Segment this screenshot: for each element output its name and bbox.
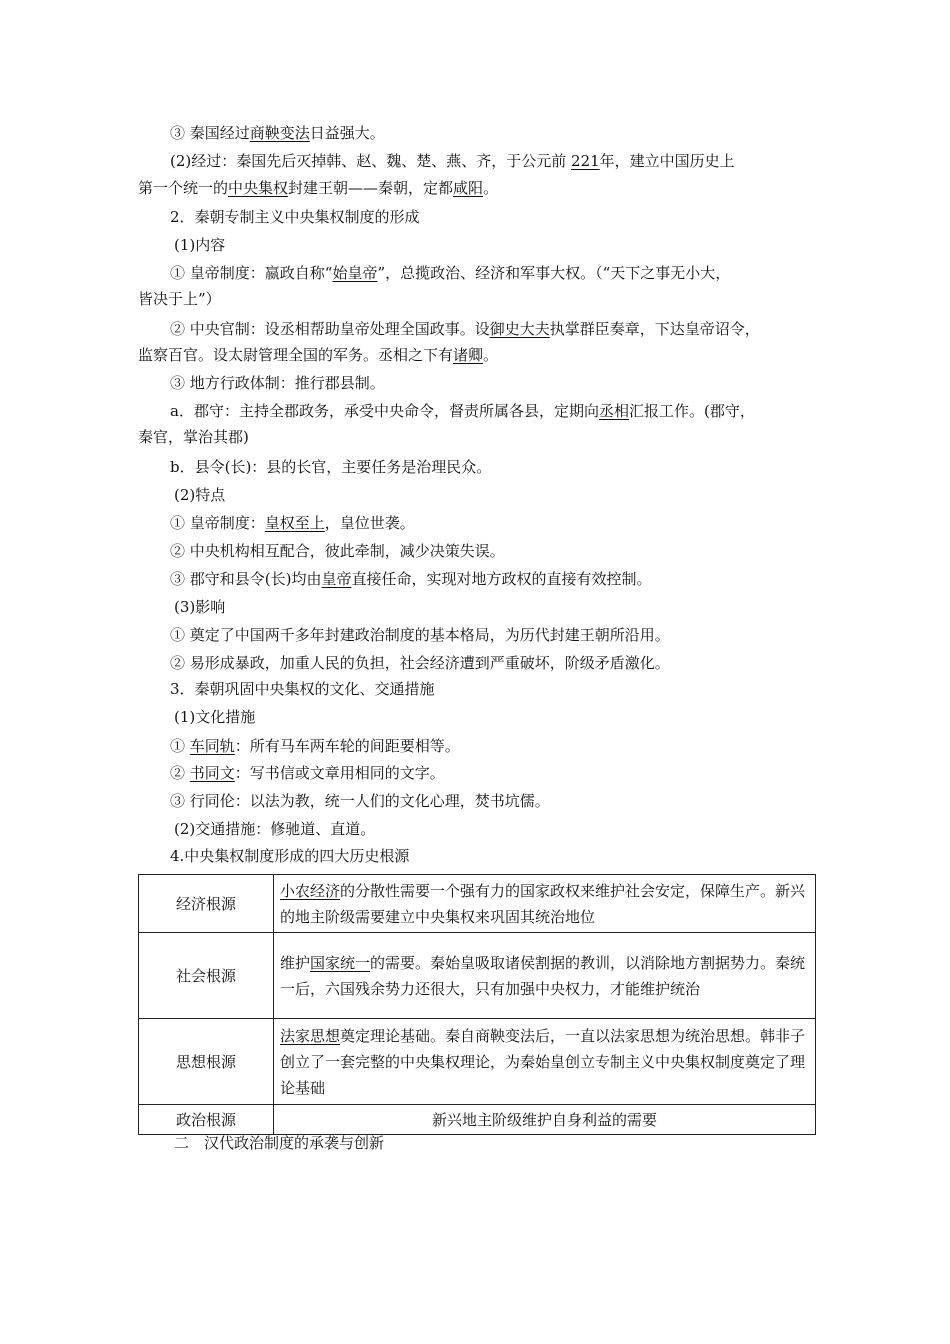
table-row [139, 1019, 816, 1105]
underlined-term: 221 [571, 152, 600, 170]
text: 维护 [280, 953, 311, 972]
underlined-term: 始皇帝 [332, 264, 378, 282]
text: 汇报工作。(郡守， [628, 402, 755, 420]
text: ：所有马车两车轮的间距要相等。 [234, 737, 460, 755]
subheading-features: (2)特点 [174, 486, 226, 504]
line-20: ② 易形成暴政，加重人民的负担，社会经济遭到严重破坏，阶级矛盾激化。 [170, 654, 670, 672]
underlined-term: 诸卿 [453, 346, 484, 364]
underlined-term: 小农经济 [280, 881, 341, 900]
underlined-term: 皇权至上 [264, 514, 325, 532]
text: 奠定理论基础。秦自商鞅变法后，一直以法家思想为统治思想。韩非子创立了一套完整的中央集权理论，为秦始皇创立专制主义中央集权制度奠定了理论基础 [280, 1026, 806, 1097]
line-26: (2)交通措施：修驰道、直道。 [174, 820, 376, 838]
line-6 [138, 260, 818, 287]
underlined-term: 中央集权 [228, 179, 289, 197]
row-key: 经济根源 [139, 875, 274, 933]
text: 监察百官。设太尉管理全国的军务。丞相之下有 [138, 346, 454, 364]
heading-4: 4.中央集权制度形成的四大历史根源 [170, 847, 410, 865]
row-key: 社会根源 [139, 933, 274, 1019]
line-23 [138, 733, 818, 760]
roots-table [138, 874, 816, 1135]
line-25: ③ 行同伦：以法为教，统一人们的文化心理，焚书坑儒。 [170, 792, 550, 810]
text: ① 皇帝制度： [170, 514, 265, 532]
line-2 [138, 148, 818, 175]
heading-3: 3．秦朝巩固中央集权的文化、交通措施 [170, 680, 435, 698]
text: ，皇位世袭。 [324, 514, 415, 532]
subheading-content: (1)内容 [174, 236, 226, 254]
line-15 [138, 510, 818, 537]
row-key: 思想根源 [139, 1019, 274, 1105]
line-3 [138, 175, 818, 202]
line-8 [138, 316, 818, 343]
line-17 [138, 566, 818, 593]
text: 第一个统一的 [138, 179, 229, 197]
subheading-impact: (3)影响 [174, 598, 226, 616]
text: 直接任命，实现对地方政权的直接有效控制。 [351, 570, 652, 588]
text: 封建王朝——秦朝，定都 [288, 179, 454, 197]
text: 的分散性需要一个强有力的国家政权来维护社会安定，保障生产。新兴的地主阶级需要建立中央集权来巩固其统治地位 [280, 881, 806, 926]
underlined-term: 咸阳 [453, 179, 484, 197]
line-9 [138, 342, 818, 369]
underlined-term: 丞相 [598, 402, 629, 420]
underlined-term: 国家统一 [310, 953, 371, 972]
line-7: 皆决于上”） [138, 290, 221, 308]
text: 。 [483, 346, 499, 364]
underlined-term: 商鞅变法 [249, 124, 310, 142]
text: ② [170, 764, 190, 782]
text: ”，总揽政治、经济和军事大权。（“天下之事无小大， [377, 264, 731, 282]
text: ② 中央官制：设丞相帮助皇帝处理全国政事。设 [170, 320, 490, 338]
text: 日益强大。 [309, 124, 385, 142]
line-13: b．县令(长)：县的长官，主要任务是治理民众。 [170, 458, 492, 476]
table-row [139, 875, 816, 933]
text: 年，建立中国历史上 [599, 152, 735, 170]
underlined-term: 法家思想 [280, 1026, 341, 1045]
underlined-term: 皇帝 [321, 570, 352, 588]
text: (2)经过：秦国先后灭掉韩、赵、魏、楚、燕、齐，于公元前 [170, 152, 572, 170]
text: a．郡守：主持全郡政务，承受中央命令，督责所属各县，定期向 [170, 402, 599, 420]
text: 。 [483, 179, 499, 197]
table-row [139, 933, 816, 1019]
line-16: ② 中央机构相互配合，彼此牵制，减少决策失误。 [170, 542, 505, 560]
underlined-term: 御史大夫 [489, 320, 550, 338]
line-19: ① 奠定了中国两千多年封建政治制度的基本格局，为历代封建王朝所沿用。 [170, 626, 670, 644]
line-11 [138, 398, 818, 425]
line-12: 秦官，掌治其郡) [138, 428, 249, 446]
section-heading-2: 二 汉代政治制度的承袭与创新 [174, 1134, 385, 1152]
row-content [274, 933, 816, 1019]
line-1 [138, 120, 818, 147]
heading-2: 2．秦朝专制主义中央集权制度的形成 [170, 208, 420, 226]
line-24 [138, 760, 818, 787]
text: ③ 郡守和县令(长)均由 [170, 570, 322, 588]
text: 执掌群臣奏章，下达皇帝诏令， [549, 320, 760, 338]
underlined-term: 车同轨 [189, 737, 235, 755]
subheading-culture: (1)文化措施 [174, 708, 256, 726]
row-content [274, 875, 816, 933]
row-key: 政治根源 [139, 1105, 274, 1135]
row-content [274, 1019, 816, 1105]
text: 的需要。秦始皇吸取诸侯割据的教训，以消除地方割据势力。秦统一后，六国残余势力还很大，只有加强中央权力，才能维护统治 [280, 953, 806, 998]
underlined-term: 书同文 [189, 764, 235, 782]
line-10: ③ 地方行政体制：推行郡县制。 [170, 374, 385, 392]
row-content: 新兴地主阶级维护自身利益的需要 [274, 1105, 816, 1135]
text: ③ 秦国经过 [170, 124, 250, 142]
text: ① [170, 737, 190, 755]
text: ① 皇帝制度：嬴政自称“ [170, 264, 333, 282]
text: ：写书信或文章用相同的文字。 [234, 764, 445, 782]
